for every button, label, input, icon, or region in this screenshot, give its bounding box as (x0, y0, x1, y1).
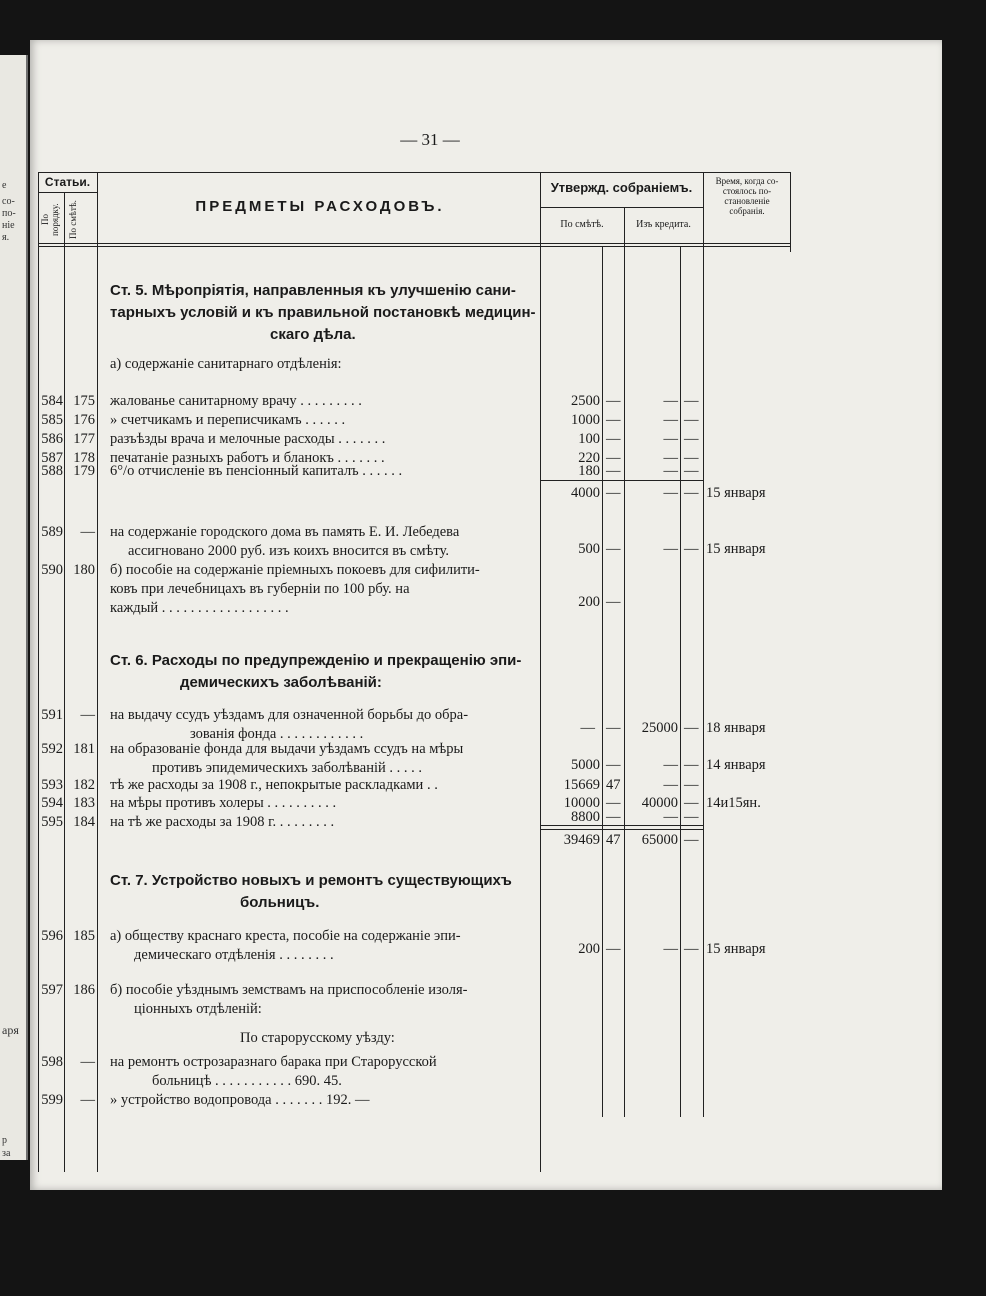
row-description: ціонныхъ отдѣленій: (134, 1001, 262, 1017)
col-border-estimate (97, 172, 98, 1172)
row-description: на тѣ же расходы за 1908 г. . . . . . . . . (110, 814, 335, 830)
row-credit-kop: — (684, 777, 699, 793)
row-estimate-no: 176 (73, 412, 95, 428)
row-sum: 8800 (571, 809, 600, 825)
row-estimate-no: 175 (73, 393, 95, 409)
row-sum: 200 (578, 941, 600, 957)
row-credit-kop: — (684, 431, 699, 447)
row-order-no: 597 (41, 982, 63, 998)
row-kop: — (606, 941, 621, 957)
row-description: демическаго отдѣленія . . . . . . . . (134, 947, 334, 963)
row-estimate-no: 183 (73, 795, 95, 811)
row-credit-kop: — (684, 541, 699, 557)
row-sum: 2500 (571, 393, 600, 409)
adjacent-page-fragment: р (2, 1135, 7, 1146)
adjacent-page-fragment: ніе (2, 220, 15, 231)
row-credit: — (663, 777, 678, 793)
row-sum: 500 (578, 541, 600, 557)
col-border-approved (624, 207, 625, 1117)
adjacent-page-fragment: е (2, 180, 7, 191)
row-description: больницѣ . . . . . . . . . . . 690. 45. (152, 1073, 342, 1089)
articles-underline (38, 192, 98, 193)
row-description: 6°/о отчисленіе въ пенсіонный капиталъ . . . . . . (110, 463, 403, 479)
row-credit: — (663, 541, 678, 557)
adjacent-page-fragment: со- (2, 196, 15, 207)
section-5-title: Ст. 5. Мѣропріятія, направленныя къ улучшенію сани- (110, 282, 516, 299)
row-description: ковъ при лечебницахъ въ губерніи по 100 рбу. на (110, 581, 410, 597)
row-description: противъ эпидемическихъ заболѣваній . . . . . (152, 760, 423, 776)
header-by-estimate: По смѣтѣ. (68, 200, 78, 240)
row-order-no: 591 (41, 707, 63, 723)
section-5-title: скаго дѣла. (270, 326, 356, 343)
row-order-no: 589 (41, 524, 63, 540)
resolution-date: 18 января (706, 720, 766, 736)
section-5a-heading: а) содержаніе санитарнаго отдѣленія: (110, 356, 342, 372)
row-credit-kop: — (684, 941, 699, 957)
row-description: а) обществу краснаго креста, пособіе на содержаніе эпи- (110, 928, 461, 944)
row-estimate-no: 185 (73, 928, 95, 944)
row-description: печатаніе разныхъ работъ и бланокъ . . . . . . . (110, 450, 385, 466)
row-credit-kop: — (684, 412, 699, 428)
row-order-no: 595 (41, 814, 63, 830)
row-description: » счетчикамъ и переписчикамъ . . . . . . (110, 412, 346, 428)
header-bottom-border (38, 243, 790, 244)
page-number: — 31 — (400, 130, 460, 149)
row-kop: — (606, 450, 621, 466)
adjacent-page-fragment: аря (2, 1023, 19, 1037)
section-6-title: Ст. 6. Расходы по предупрежденію и прекращенію эпи- (110, 652, 522, 669)
resolution-date: 15 января (706, 485, 766, 501)
total-rule-double (540, 829, 703, 830)
row-estimate-no: 182 (73, 777, 95, 793)
col-border-right (790, 172, 791, 252)
row-description: зованія фонда . . . . . . . . . . . . (190, 726, 364, 742)
row-credit-kop: — (684, 795, 699, 811)
row-credit: — (663, 809, 678, 825)
row-estimate-no: 180 (73, 562, 95, 578)
row-description: тѣ же расходы за 1908 г., непокрытые раскладками . . (110, 777, 438, 793)
col-border-kop1 (602, 247, 603, 1117)
row-credit-kop: — (684, 463, 699, 479)
col-border-credit (703, 172, 704, 1117)
row-kop: — (606, 541, 621, 557)
row-kop: — (606, 720, 621, 736)
row-sum: 180 (578, 463, 600, 479)
adjacent-page-fragment: я. (2, 232, 10, 243)
section-7-title: Ст. 7. Устройство новыхъ и ремонтъ существующихъ (110, 872, 512, 889)
row-order-no: 596 (41, 928, 63, 944)
row-description: жалованье санитарному врачу . . . . . . . . . (110, 393, 362, 409)
section-6-title: демическихъ заболѣваній: (180, 674, 382, 691)
row-sum: 15669 (563, 777, 600, 793)
header-approved: Утвержд. собраніемъ. (550, 180, 693, 195)
total-sum: 39469 (563, 832, 600, 848)
row-credit-kop: — (684, 720, 699, 736)
row-order-no: 594 (41, 795, 63, 811)
resolution-date: 15 января (706, 941, 766, 957)
subtotal-sum: 4000 (571, 485, 600, 501)
row-description: на образованіе фонда для выдачи уѣздамъ ссудъ на мѣры (110, 741, 464, 757)
row-description: » устройство водопровода . . . . . . . 192. — (110, 1092, 370, 1108)
row-estimate-no: — (80, 707, 95, 723)
col-border-order (64, 192, 65, 1172)
row-order-no: 593 (41, 777, 63, 793)
row-order-no: 599 (41, 1092, 63, 1108)
header-double-border (38, 246, 790, 247)
row-credit-kop: — (684, 757, 699, 773)
header-col-credit: Изъ кредита. (636, 219, 691, 230)
row-sum: 220 (578, 450, 600, 466)
row-description: ассигновано 2000 руб. изъ коихъ вносится въ смѣту. (128, 543, 449, 559)
col-border-kop2 (680, 247, 681, 1117)
row-credit: — (663, 393, 678, 409)
row-kop: 47 (606, 777, 621, 793)
row-order-no: 586 (41, 431, 63, 447)
row-kop: — (606, 594, 621, 610)
row-kop: — (606, 431, 621, 447)
row-kop: — (606, 809, 621, 825)
col-border-left (38, 172, 39, 1172)
row-credit: 40000 (641, 795, 678, 811)
total-kop: 47 (606, 832, 621, 848)
row-kop: — (606, 463, 621, 479)
row-sum: 200 (578, 594, 600, 610)
approved-underline (540, 207, 703, 208)
row-order-no: 584 (41, 393, 63, 409)
row-description: на мѣры противъ холеры . . . . . . . . . . (110, 795, 337, 811)
adjacent-page-fragment: за (2, 1148, 11, 1159)
row-description: каждый . . . . . . . . . . . . . . . . . . (110, 600, 289, 616)
row-credit: — (663, 941, 678, 957)
row-credit: — (663, 757, 678, 773)
row-description: разъѣзды врача и мелочные расходы . . . . . . . (110, 431, 386, 447)
resolution-date: 15 января (706, 541, 766, 557)
row-description: б) пособіе на содержаніе пріемныхъ покоевъ для сифилити- (110, 562, 480, 578)
header-col-estimate: По смѣтѣ. (560, 219, 604, 230)
row-credit: — (663, 450, 678, 466)
row-order-no: 592 (41, 741, 63, 757)
adjacent-page-fragment: по- (2, 208, 16, 219)
document-page (30, 40, 942, 1190)
row-order-no: 590 (41, 562, 63, 578)
row-credit: — (663, 431, 678, 447)
row-description: на ремонтъ острозаразнаго барака при Старорусской (110, 1054, 437, 1070)
uezd-heading: По старорусскому уѣзду: (240, 1030, 395, 1046)
col-border-items (540, 172, 541, 1172)
row-estimate-no: 184 (73, 814, 95, 830)
header-by-order: По порядку. (40, 203, 60, 237)
row-sum: 5000 (571, 757, 600, 773)
row-credit: — (663, 463, 678, 479)
header-title: ПРЕДМЕТЫ РАСХОДОВЪ. (195, 198, 445, 215)
row-sum: — (580, 720, 595, 736)
row-credit-kop: — (684, 393, 699, 409)
row-order-no: 587 (41, 450, 63, 466)
row-estimate-no: 178 (73, 450, 95, 466)
row-estimate-no: 186 (73, 982, 95, 998)
row-kop: — (606, 757, 621, 773)
row-estimate-no: — (80, 1092, 95, 1108)
row-order-no: 598 (41, 1054, 63, 1070)
resolution-date: 14 января (706, 757, 766, 773)
row-estimate-no: 181 (73, 741, 95, 757)
row-description: на выдачу ссудъ уѣздамъ для означенной борьбы до обра- (110, 707, 469, 723)
section-7-title: больницъ. (240, 894, 320, 911)
row-kop: — (606, 393, 621, 409)
row-estimate-no: — (80, 524, 95, 540)
row-kop: — (606, 795, 621, 811)
row-sum: 1000 (571, 412, 600, 428)
row-credit-kop: — (684, 809, 699, 825)
row-credit-kop: — (684, 450, 699, 466)
row-estimate-no: — (80, 1054, 95, 1070)
row-sum: 100 (578, 431, 600, 447)
row-description: б) пособіе уѣзднымъ земствамъ на приспособленіе изоля- (110, 982, 468, 998)
header-articles: Статьи. (44, 175, 91, 189)
row-order-no: 588 (41, 463, 63, 479)
row-estimate-no: 179 (73, 463, 95, 479)
resolution-date: 14и15ян. (706, 795, 761, 811)
row-description: на содержаніе городского дома въ память Е. И. Лебедева (110, 524, 460, 540)
total-credit: 65000 (641, 832, 678, 848)
row-estimate-no: 177 (73, 431, 95, 447)
row-sum: 10000 (563, 795, 600, 811)
header-col-time: Время, когда со-стоялось по-становленіе собранія. (715, 176, 779, 216)
row-credit: — (663, 412, 678, 428)
header-by-estimate-extra (82, 198, 94, 242)
row-order-no: 585 (41, 412, 63, 428)
subtotal-kop: — (606, 485, 621, 501)
row-credit: 25000 (641, 720, 678, 736)
section-5-title: тарныхъ условій и къ правильной постановкѣ медицин- (110, 304, 536, 321)
table-top-border (38, 172, 790, 173)
total-credit-kop: — (684, 832, 699, 848)
subtotal-credit-kop: — (684, 485, 699, 501)
subtotal-credit: — (663, 485, 678, 501)
row-kop: — (606, 412, 621, 428)
